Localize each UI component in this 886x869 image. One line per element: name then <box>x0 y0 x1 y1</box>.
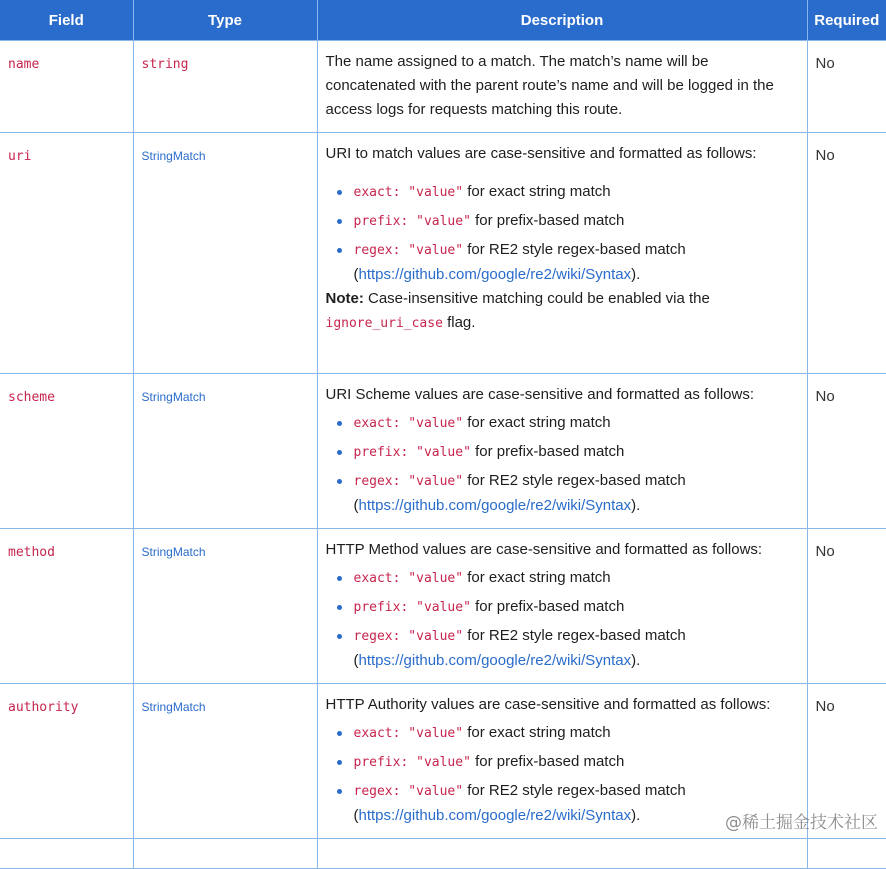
list-item <box>354 721 799 746</box>
description-text: URI to match values are case-sensitive and formatted as follows: <box>325 145 757 162</box>
paren-close: ). <box>631 266 641 283</box>
required-value: No <box>815 55 835 72</box>
prefix-code: prefix: "value" <box>353 600 471 615</box>
exact-code: exact: "value" <box>353 571 464 586</box>
re2-syntax-link[interactable]: https://github.com/google/re2/wiki/Syntax <box>358 266 632 283</box>
exact-desc: for exact string match <box>463 414 611 431</box>
required-value: No <box>815 698 835 715</box>
prefix-desc: for prefix-based match <box>470 212 625 229</box>
table-row <box>0 374 886 529</box>
list-item <box>354 411 799 436</box>
required-value: No <box>815 147 835 164</box>
paren-open: ( <box>353 807 359 824</box>
paren-close: ). <box>631 497 641 514</box>
prefix-desc: for prefix-based match <box>470 753 625 770</box>
exact-desc: for exact string match <box>463 724 611 741</box>
match-options-list <box>326 566 799 673</box>
type-value: string <box>141 57 189 72</box>
stringmatch-type-link[interactable]: StringMatch <box>141 700 206 714</box>
table-row <box>0 41 886 133</box>
list-item <box>354 209 799 234</box>
stringmatch-type-link[interactable]: StringMatch <box>141 390 206 404</box>
list-item <box>354 238 799 287</box>
regex-desc: for RE2 style regex-based match <box>463 472 686 489</box>
exact-desc: for exact string match <box>463 183 611 200</box>
note-text: Case-insensitive matching could be enabled via the <box>363 290 710 307</box>
prefix-desc: for prefix-based match <box>470 598 625 615</box>
match-options-list <box>326 180 799 287</box>
re2-syntax-link[interactable]: https://github.com/google/re2/wiki/Syntax <box>358 652 632 669</box>
regex-desc: for RE2 style regex-based match <box>463 782 686 799</box>
stringmatch-type-link[interactable]: StringMatch <box>141 149 206 163</box>
list-item <box>354 624 799 673</box>
exact-code: exact: "value" <box>353 185 464 200</box>
exact-desc: for exact string match <box>463 569 611 586</box>
paren-open: ( <box>353 652 359 669</box>
description-text: The name assigned to a match. The match’s name will be concatenated with the parent route’s name and will be logged in the access logs for requests matching this route. <box>325 53 774 118</box>
exact-code: exact: "value" <box>353 416 464 431</box>
table-row <box>0 839 886 869</box>
field-name: uri <box>8 149 32 164</box>
regex-code: regex: "value" <box>353 243 464 258</box>
match-options-list <box>326 411 799 518</box>
regex-code: regex: "value" <box>353 474 464 489</box>
required-value: No <box>815 388 835 405</box>
table-row <box>0 529 886 684</box>
table-row <box>0 133 886 374</box>
list-item <box>354 180 799 205</box>
prefix-code: prefix: "value" <box>353 445 471 460</box>
regex-desc: for RE2 style regex-based match <box>463 627 686 644</box>
header-description: Description <box>317 0 807 41</box>
prefix-desc: for prefix-based match <box>470 443 625 460</box>
header-field: Field <box>0 0 133 41</box>
list-item <box>354 595 799 620</box>
description-text: URI Scheme values are case-sensitive and formatted as follows: <box>325 386 755 403</box>
paren-close: ). <box>631 807 641 824</box>
paren-open: ( <box>353 497 359 514</box>
re2-syntax-link[interactable]: https://github.com/google/re2/wiki/Syntax <box>358 497 632 514</box>
required-value: No <box>815 543 835 560</box>
field-name: method <box>8 545 55 560</box>
prefix-code: prefix: "value" <box>353 214 471 229</box>
stringmatch-type-link[interactable]: StringMatch <box>141 545 206 559</box>
field-name: scheme <box>8 390 55 405</box>
list-item <box>354 469 799 518</box>
note-end: flag. <box>442 314 476 331</box>
list-item <box>354 750 799 775</box>
note-label: Note: <box>325 290 364 307</box>
re2-syntax-link[interactable]: https://github.com/google/re2/wiki/Syntax <box>358 807 632 824</box>
paren-close: ). <box>631 652 641 669</box>
header-type: Type <box>133 0 317 41</box>
description-text: HTTP Authority values are case-sensitive and formatted as follows: <box>325 696 771 713</box>
regex-code: regex: "value" <box>353 629 464 644</box>
header-required: Required <box>807 0 886 41</box>
regex-desc: for RE2 style regex-based match <box>463 241 686 258</box>
note <box>326 287 799 336</box>
paren-open: ( <box>353 266 359 283</box>
field-name: name <box>8 57 40 72</box>
list-item <box>354 440 799 465</box>
table-header-row <box>0 0 886 41</box>
watermark: @稀土掘金技术社区 <box>725 813 878 833</box>
list-item <box>354 566 799 591</box>
description-text: HTTP Method values are case-sensitive and formatted as follows: <box>325 541 763 558</box>
field-name: authority <box>8 700 79 715</box>
regex-code: regex: "value" <box>353 784 464 799</box>
exact-code: exact: "value" <box>353 726 464 741</box>
ignore-uri-case-code: ignore_uri_case <box>325 316 443 331</box>
prefix-code: prefix: "value" <box>353 755 471 770</box>
